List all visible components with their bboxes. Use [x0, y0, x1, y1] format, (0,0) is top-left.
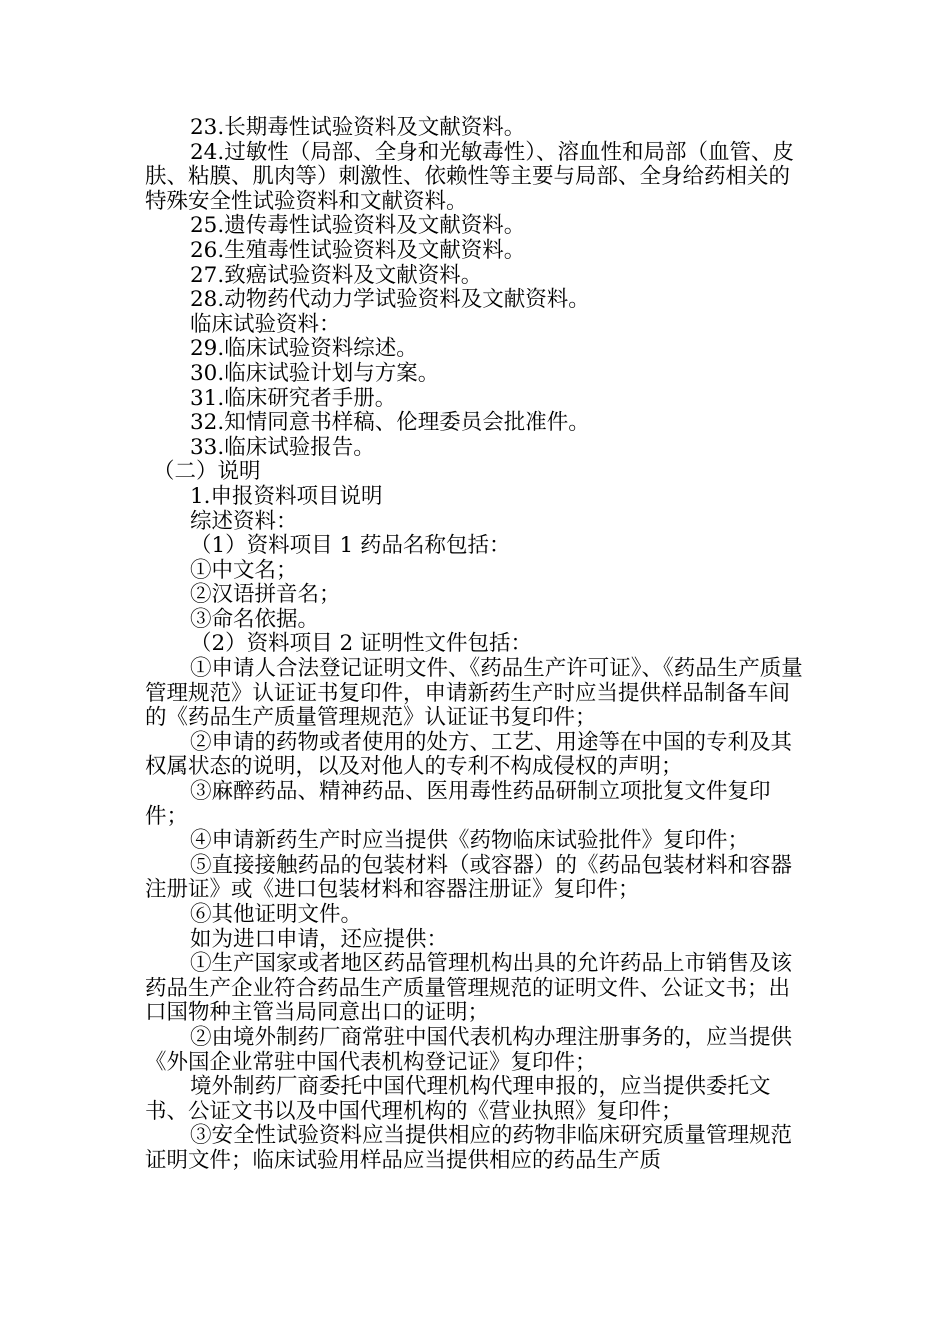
paragraph-import-intro: 如为进口申请，还应提供： — [190, 926, 449, 952]
paragraph-item-31: 31.临床研究者手册。 — [190, 385, 397, 411]
list-item: ③命名依据。 — [190, 606, 320, 632]
paragraph-item-24: 24.过敏性（局部、全身和光敏毒性）、溶血性和局部（血管、皮肤、粘膜、肌肉等）刺激性、依赖性等主要与局部、全身给药相关的特殊安全性试验资料和文献资料。 — [145, 139, 794, 214]
list-item: ⑤直接接触药品的包装材料（或容器）的《药品包装材料和容器注册证》或《进口包装材料和容器注册证》复印件； — [145, 852, 793, 903]
paragraph-item-30: 30.临床试验计划与方案。 — [190, 360, 440, 386]
document-page — [145, 116, 810, 1174]
paragraph-item-25: 25.遗传毒性试验资料及文献资料。 — [190, 213, 526, 239]
paragraph-certificates: （2）资料项目 2 证明性文件包括： — [190, 631, 533, 657]
paragraph-item-28: 28.动物药代动力学试验资料及文献资料。 — [190, 287, 590, 313]
list-item: ④申请新药生产时应当提供《药物临床试验批件》复印件； — [190, 828, 750, 854]
subsection-heading-items: 1.申报资料项目说明 — [190, 483, 383, 509]
list-item: ①申请人合法登记证明文件、《药品生产许可证》、《药品生产质量管理规范》认证证书复印件，申请新药生产时应当提供样品制备车间的《药品生产质量管理规范》认证证书复印件； — [145, 656, 803, 731]
paragraph-item-32: 32.知情同意书样稿、伦理委员会批准件。 — [190, 410, 590, 436]
paragraph-item-27: 27.致癌试验资料及文献资料。 — [190, 262, 483, 288]
list-item: ②由境外制药厂商常驻中国代表机构办理注册事务的，应当提供《外国企业常驻中国代表机构登记证》复印件； — [145, 1024, 793, 1075]
list-item: ②申请的药物或者使用的处方、工艺、用途等在中国的专利及其权属状态的说明，以及对他人的专利不构成侵权的声明； — [145, 729, 793, 780]
list-item: 境外制药厂商委托中国代理机构代理申报的，应当提供委托文书、公证文书以及中国代理机构的《营业执照》复印件； — [145, 1074, 771, 1124]
subsection-heading-summary: 综述资料： — [190, 508, 298, 534]
list-item: ①生产国家或者地区药品管理机构出具的允许药品上市销售及该药品生产企业符合药品生产质量管理规范的证明文件、公证文书；出口国物种主管当局同意出口的证明； — [145, 951, 793, 1026]
list-item: ②汉语拼音名； — [190, 582, 341, 608]
paragraph-item-26: 26.生殖毒性试验资料及文献资料。 — [190, 237, 526, 263]
paragraph-item-29: 29.临床试验资料综述。 — [190, 336, 418, 362]
section-heading-clinical: 临床试验资料： — [190, 311, 341, 337]
paragraph-drug-name: （1）资料项目 1 药品名称包括： — [190, 533, 511, 559]
list-item: ③麻醉药品、精神药品、医用毒性药品研制立项批复文件复印件； — [145, 779, 771, 829]
paragraph-item-33: 33.临床试验报告。 — [190, 434, 375, 460]
paragraph-item-23: 23.长期毒性试验资料及文献资料。 — [190, 115, 526, 140]
list-item: ①中文名； — [190, 557, 298, 583]
section-heading-explanation: （二）说明 — [153, 459, 261, 485]
list-item: ⑥其他证明文件。 — [190, 902, 363, 927]
list-item: ③安全性试验资料应当提供相应的药物非临床研究质量管理规范证明文件；临床试验用样品应当提供相应的药品生产质 — [145, 1123, 793, 1173]
